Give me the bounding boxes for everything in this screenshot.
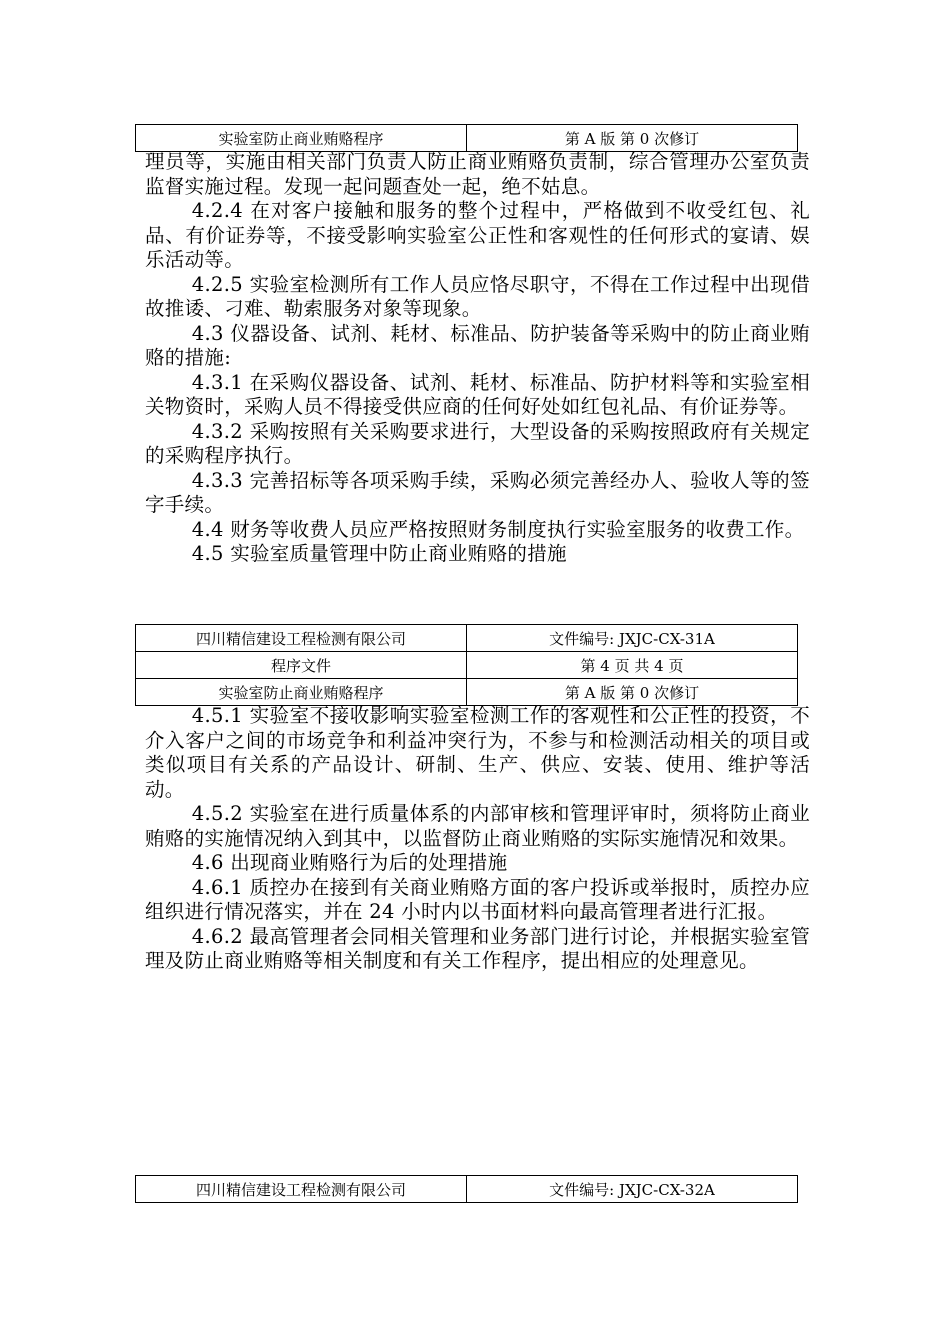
header-title: 实验室防止商业贿赂程序 (136, 679, 467, 705)
paragraph: 4.5 实验室质量管理中防止商业贿赂的措施 (191, 542, 567, 565)
footer-table (135, 1175, 798, 1203)
header-table-mid (135, 624, 798, 706)
paragraph: 4.5.1 实验室不接收影响实验室检测工作的客观性和公正性的投资，不介入客户之间的市场竞争和利益冲突行为，不参与和检测活动相关的项目或类似项目有关系的产品设计、研制、生产、供应、安装、使用、维护等活动。 (145, 704, 810, 801)
paragraph: 4.5.2 实验室在进行质量体系的内部审核和管理评审时，须将防止商业贿赂的实施情况纳入到其中，以监督防止商业贿赂的实际实施情况和效果。 (145, 802, 810, 850)
header-page: 第 4 页 共 4 页 (580, 656, 684, 675)
header-revision: 第 A 版 第 0 次修订 (564, 683, 700, 702)
paragraph: 4.2.4 在对客户接触和服务的整个过程中，严格做到不收受红包、礼品、有价证券等，不接受影响实验室公正性和客观性的任何形式的宴请、娱乐活动等。 (145, 199, 810, 271)
header-company: 四川精信建设工程检测有限公司 (136, 625, 467, 651)
paragraph: 4.6 出现商业贿赂行为后的处理措施 (191, 851, 508, 874)
header-doc-no: 文件编号: JXJC-CX-31A (549, 629, 715, 648)
paragraph: 4.4 财务等收费人员应严格按照财务制度执行实验室服务的收费工作。 (191, 517, 805, 541)
header-row (136, 625, 797, 651)
header-doc-type: 程序文件 (136, 652, 467, 678)
paragraph: 4.6.1 质控办在接到有关商业贿赂方面的客户投诉或举报时，质控办应组织进行情况落实，并在 24 小时内以书面材料向最高管理者进行汇报。 (145, 875, 810, 923)
body-section-1 (145, 150, 810, 567)
header-title: 实验室防止商业贿赂程序 (136, 125, 467, 151)
paragraph: 4.3.2 采购按照有关采购要求进行，大型设备的采购按照政府有关规定的采购程序执行。 (145, 419, 810, 467)
paragraph: 4.6.2 最高管理者会同相关管理和业务部门进行讨论，并根据实验室管理及防止商业贿赂等相关制度和有关工作程序，提出相应的处理意见。 (145, 924, 810, 972)
paragraph: 理员等，实施由相关部门负责人防止商业贿赂负责制，综合管理办公室负责监督实施过程。发现一起问题查处一起，绝不姑息。 (145, 150, 810, 198)
header-revision: 第 A 版 第 0 次修订 (564, 129, 700, 148)
header-row (136, 651, 797, 678)
paragraph: 4.3.1 在采购仪器设备、试剂、耗材、标准品、防护材料等和实验室相关物资时，采购人员不得接受供应商的任何好处如红包礼品、有价证券等。 (145, 370, 810, 418)
paragraph: 4.3 仪器设备、试剂、耗材、标准品、防护装备等采购中的防止商业贿赂的措施: (145, 321, 810, 369)
body-section-2 (145, 704, 810, 974)
footer-doc-no: 文件编号: JXJC-CX-32A (549, 1180, 715, 1199)
paragraph: 4.2.5 实验室检测所有工作人员应恪尽职守，不得在工作过程中出现借故推诿、刁难、勒索服务对象等现象。 (145, 272, 810, 320)
header-row (136, 125, 797, 151)
paragraph: 4.3.3 完善招标等各项采购手续，采购必须完善经办人、验收人等的签字手续。 (145, 468, 810, 516)
header-row (136, 678, 797, 705)
header-table-top (135, 124, 798, 152)
footer-company: 四川精信建设工程检测有限公司 (136, 1176, 467, 1202)
footer-row (136, 1176, 797, 1202)
